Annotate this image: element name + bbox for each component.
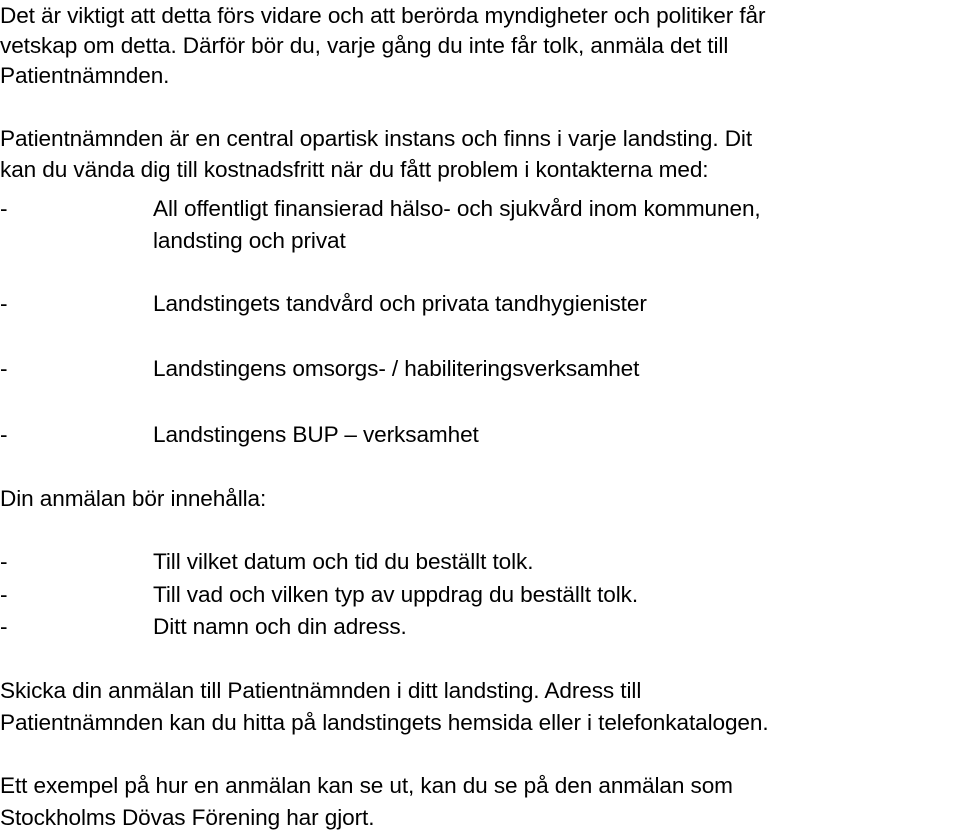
list-item-text: Till vad och vilken typ av uppdrag du beställt tolk. (153, 582, 639, 607)
paragraph-3-line-1: Skicka din anmälan till Patientnämnden i ditt landsting. Adress till (0, 678, 642, 703)
list-bullet: - (0, 614, 8, 639)
paragraph-1-line-2: vetskap om detta. Därför bör du, varje gång du inte får tolk, anmäla det till (0, 33, 729, 58)
paragraph-4-line-2: Stockholms Dövas Förening har gjort. (0, 805, 375, 830)
paragraph-4-line-1: Ett exempel på hur en anmälan kan se ut, kan du se på den anmälan som (0, 773, 733, 798)
list-bullet: - (0, 582, 8, 607)
list-item-text: Landstingets tandvård och privata tandhygienister (153, 291, 647, 316)
list-item-text-line-1: All offentligt finansierad hälso- och sjukvård inom kommunen, (153, 196, 761, 221)
list-item-text: Landstingens omsorgs- / habiliteringsverksamhet (153, 356, 640, 381)
list-item-text: Landstingens BUP – verksamhet (153, 422, 479, 447)
list-bullet: - (0, 422, 8, 447)
list-item-text: Ditt namn och din adress. (153, 614, 407, 639)
list-item-text-line-2: landsting och privat (153, 228, 346, 253)
paragraph-1-line-3: Patientnämnden. (0, 63, 170, 88)
list-item-text: Till vilket datum och tid du beställt tolk. (153, 549, 534, 574)
paragraph-2-line-1: Patientnämnden är en central opartisk instans och finns i varje landsting. Dit (0, 126, 753, 151)
list-bullet: - (0, 291, 8, 316)
paragraph-2-line-2: kan du vända dig till kostnadsfritt när du fått problem i kontakterna med: (0, 157, 709, 182)
report-heading: Din anmälan bör innehålla: (0, 486, 267, 511)
paragraph-3-line-2: Patientnämnden kan du hitta på landstingets hemsida eller i telefonkatalogen. (0, 710, 769, 735)
list-bullet: - (0, 356, 8, 381)
list-bullet: - (0, 549, 8, 574)
paragraph-1-line-1: Det är viktigt att detta förs vidare och att berörda myndigheter och politiker får (0, 3, 766, 28)
list-bullet: - (0, 196, 8, 221)
